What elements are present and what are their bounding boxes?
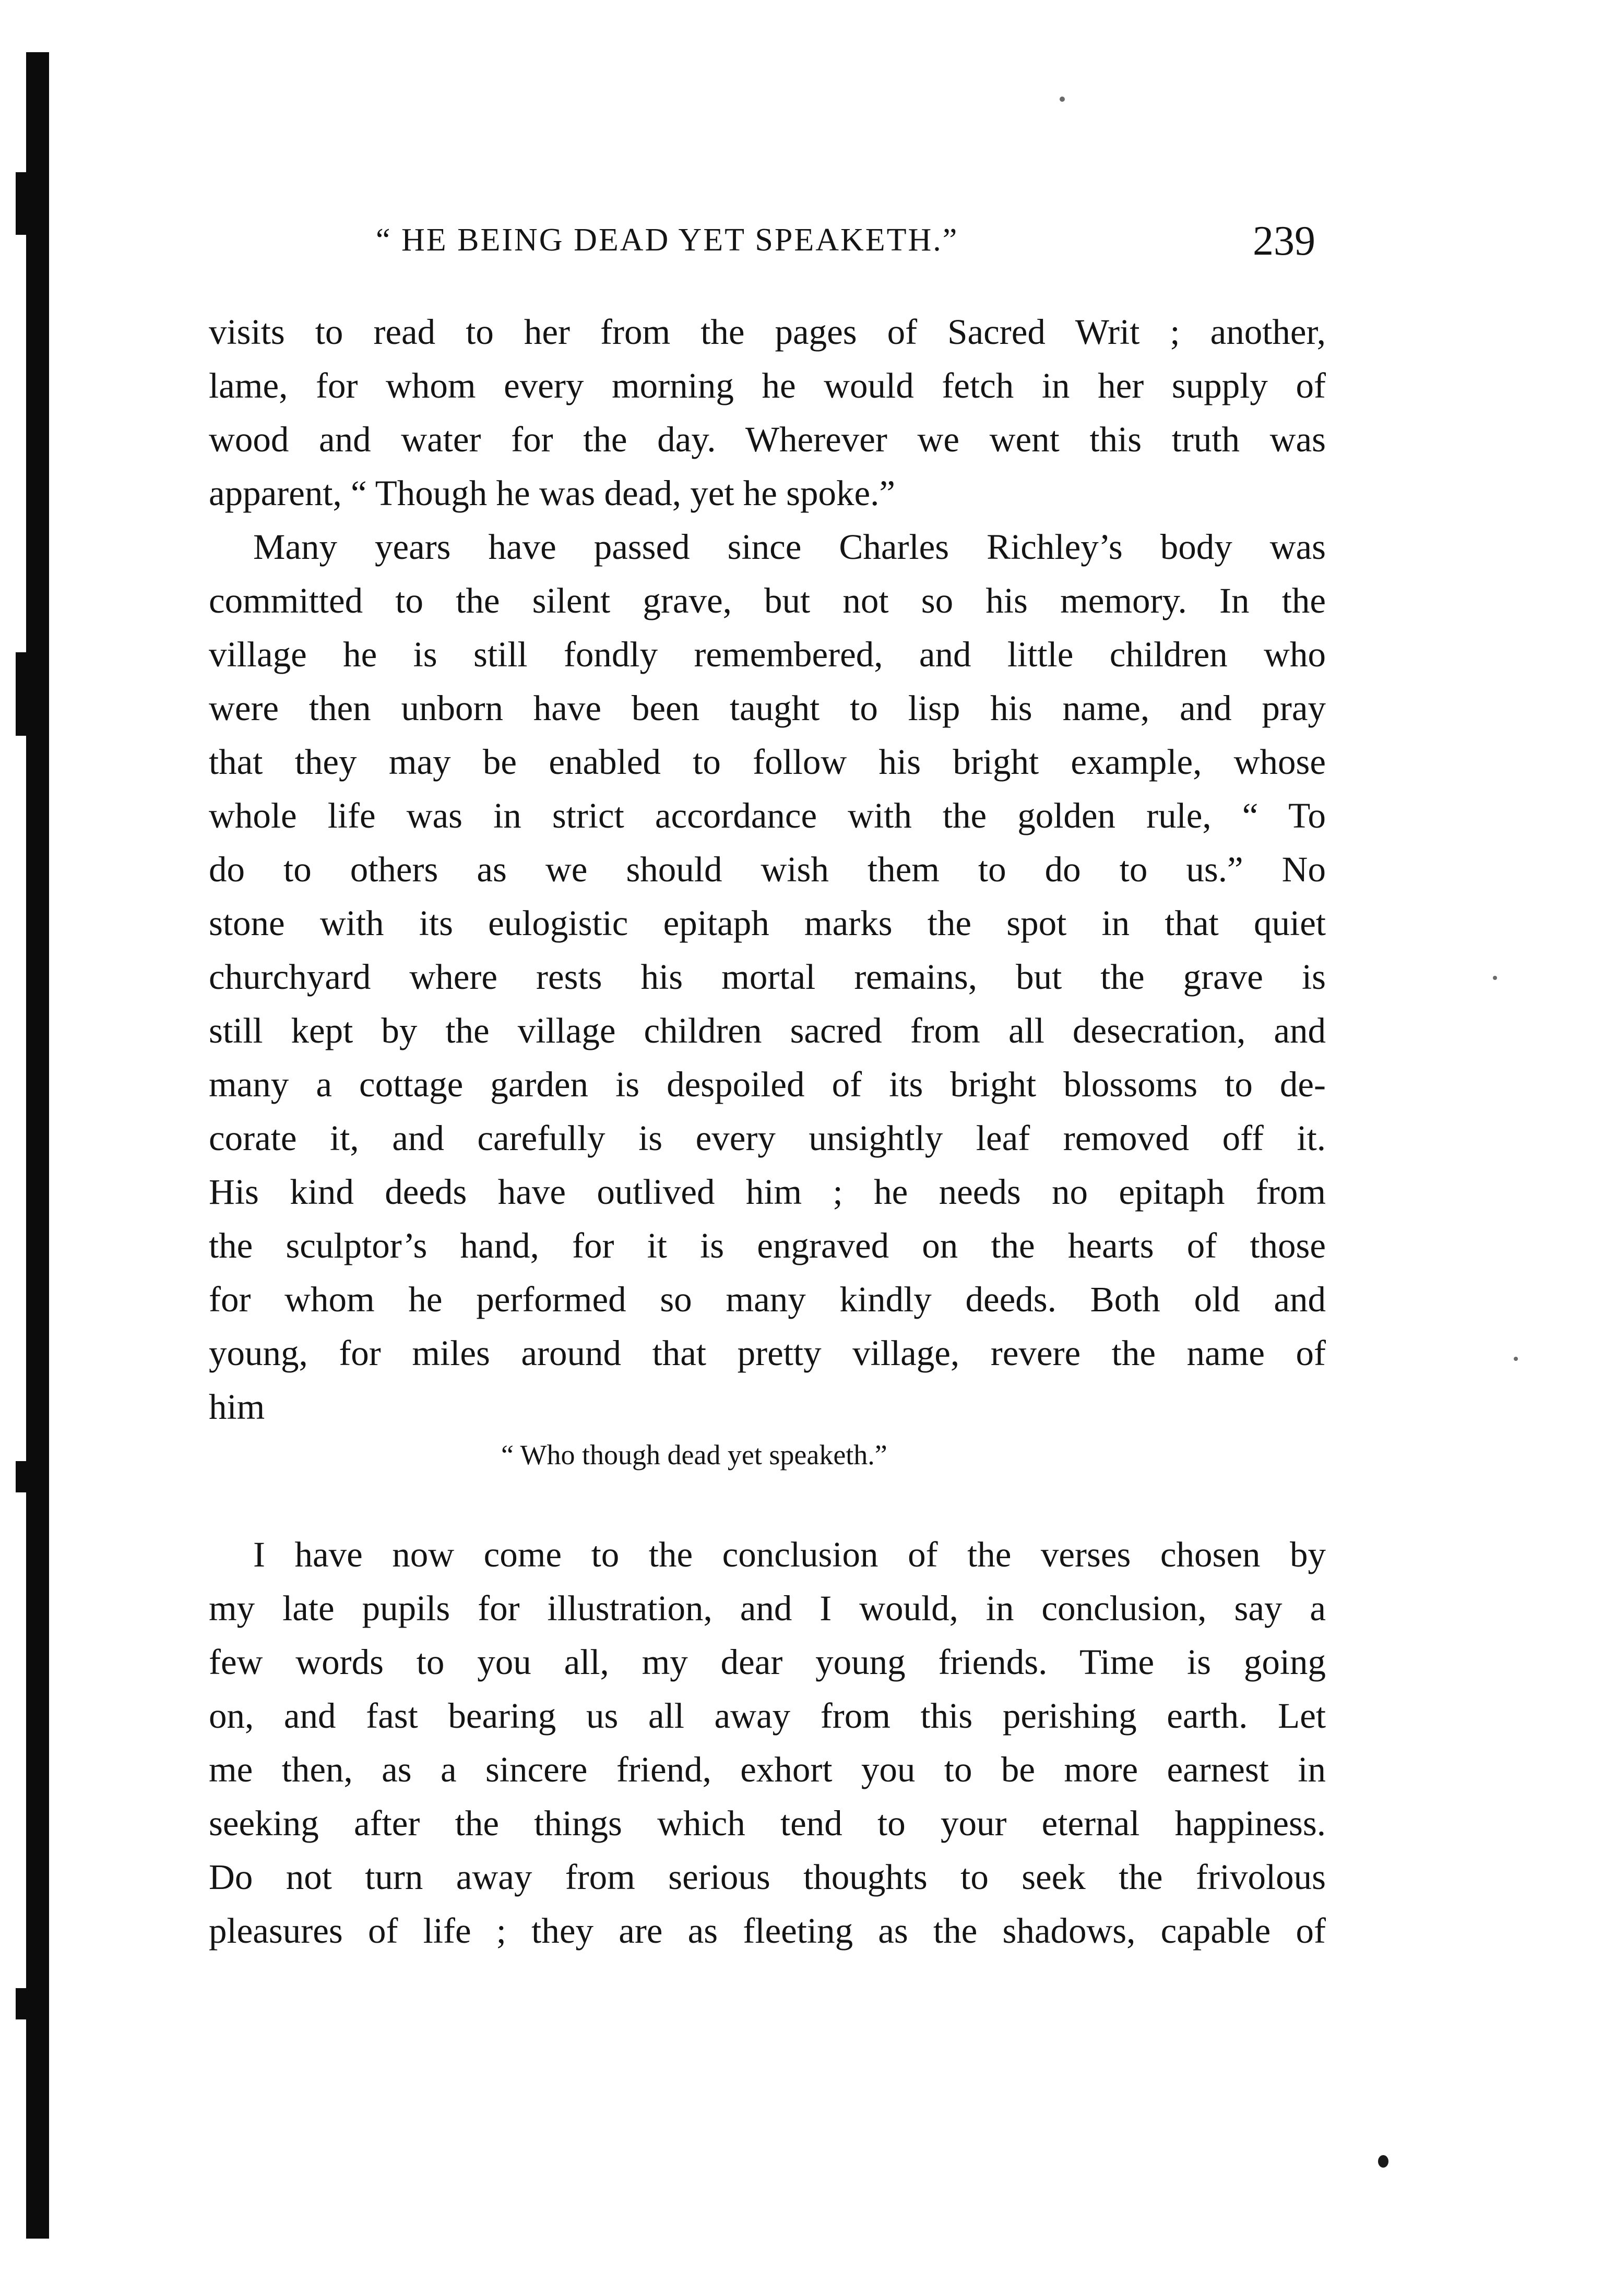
text-line: whole life was in strict accordance with the golden rule, “ To xyxy=(209,796,1326,835)
binding-mark xyxy=(16,1461,37,1492)
text-line: visits to read to her from the pages of Sacred Writ ; another, xyxy=(209,312,1326,352)
text-line: few words to you all, my dear young friends. Time is going xyxy=(209,1642,1326,1682)
text-line: that they may be enabled to follow his bright example, whose xyxy=(209,742,1326,782)
text-line: corate it, and carefully is every unsightly leaf removed off it. xyxy=(209,1118,1326,1158)
text-line: apparent, “ Though he was dead, yet he spoke.” xyxy=(209,473,896,513)
text-line: Many years have passed since Charles Richley’s body was xyxy=(253,527,1326,567)
paragraph xyxy=(209,1528,1326,1958)
binding-mark xyxy=(16,172,37,235)
text-line: His kind deeds have outlived him ; he needs no epitaph from xyxy=(209,1172,1326,1212)
running-title: “ HE BEING DEAD YET SPEAKETH.” xyxy=(376,222,959,258)
text-line: committed to the silent grave, but not so his memory. In the xyxy=(209,581,1326,620)
paragraph xyxy=(209,305,1326,520)
page-binding-shadow xyxy=(26,52,49,2239)
text-line: him xyxy=(209,1387,265,1427)
binding-mark xyxy=(16,1988,37,2019)
text-line: for whom he performed so many kindly deeds. Both old and xyxy=(209,1279,1326,1319)
text-line: Do not turn away from serious thoughts to seek the frivolous xyxy=(209,1857,1326,1897)
text-line: pleasures of life ; they are as fleeting as the shadows, capable of xyxy=(209,1911,1326,1951)
text-line: stone with its eulogistic epitaph marks the spot in that quiet xyxy=(209,903,1326,943)
text-line: seeking after the things which tend to your eternal happiness. xyxy=(209,1803,1326,1843)
text-line: do to others as we should wish them to do to us.” No xyxy=(209,850,1326,889)
text-line: I have now come to the conclusion of the verses chosen by xyxy=(253,1535,1326,1574)
scan-speck xyxy=(1378,2155,1388,2168)
binding-mark xyxy=(16,652,37,736)
text-line: on, and fast bearing us all away from this perishing earth. Let xyxy=(209,1696,1326,1736)
text-line: wood and water for the day. Wherever we went this truth was xyxy=(209,420,1326,459)
text-line: the sculptor’s hand, for it is engraved on the hearts of those xyxy=(209,1226,1326,1265)
scan-speck xyxy=(1493,976,1497,980)
scan-speck xyxy=(1060,97,1065,102)
text-line: village he is still fondly remembered, and little children who xyxy=(209,635,1326,674)
scan-speck xyxy=(1514,1357,1518,1361)
text-line: many a cottage garden is despoiled of its bright blossoms to de- xyxy=(209,1065,1326,1104)
text-line: lame, for whom every morning he would fetch in her supply of xyxy=(209,366,1326,405)
paragraph xyxy=(209,520,1326,1434)
text-line: me then, as a sincere friend, exhort you to be more earnest in xyxy=(209,1750,1326,1789)
verse-quotation: “ Who though dead yet speaketh.” xyxy=(501,1439,887,1470)
text-line: still kept by the village children sacred from all desecration, and xyxy=(209,1011,1326,1050)
page-number: 239 xyxy=(1253,218,1315,264)
text-line: churchyard where rests his mortal remains, but the grave is xyxy=(209,957,1326,997)
text-line: were then unborn have been taught to lisp his name, and pray xyxy=(209,688,1326,728)
body-text xyxy=(209,305,1326,1958)
text-line: my late pupils for illustration, and I would, in conclusion, say a xyxy=(209,1588,1326,1628)
running-head xyxy=(219,218,1315,269)
text-line: young, for miles around that pretty village, revere the name of xyxy=(209,1333,1326,1373)
